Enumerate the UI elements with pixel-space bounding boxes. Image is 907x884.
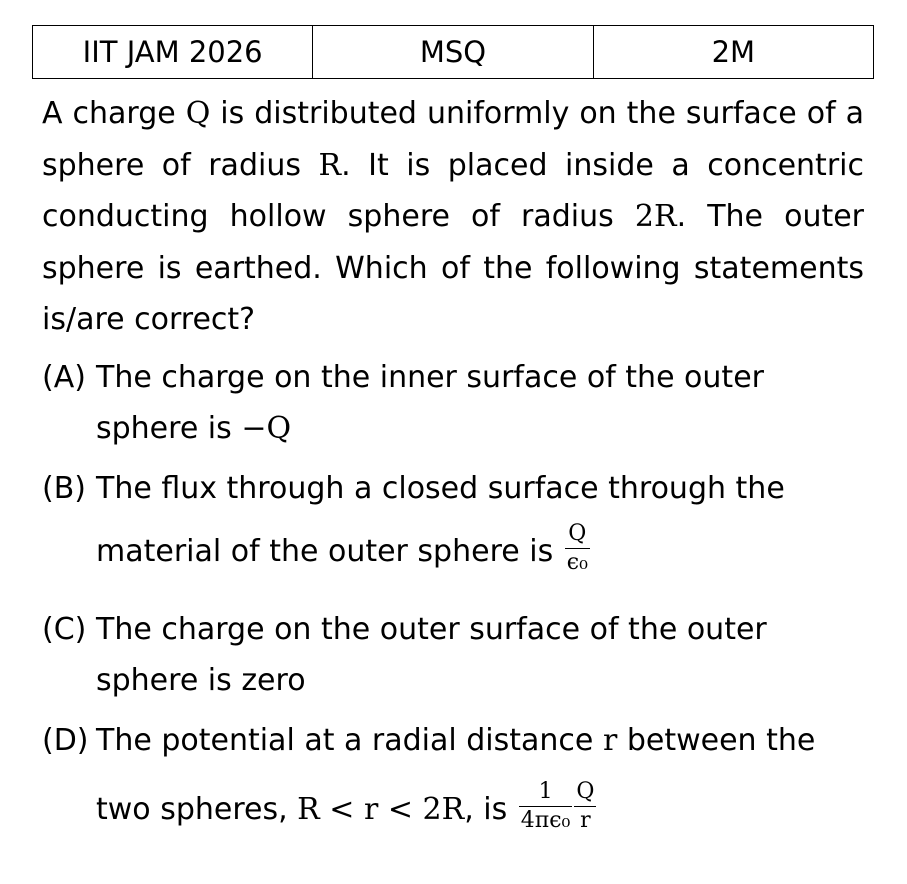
option-b-line1: The flux through a closed surface through the	[96, 471, 785, 506]
option-c-line1: The charge on the outer surface of the outer	[96, 612, 767, 647]
stem-text-1: A charge	[42, 96, 186, 131]
marks-cell: 2M	[593, 26, 873, 79]
option-d-frac1-numerator: 1	[519, 779, 573, 807]
option-a-line1: The charge on the inner surface of the outer	[96, 360, 764, 395]
question-stem	[42, 88, 864, 346]
option-b-frac-denominator: ϵ₀	[566, 550, 588, 575]
option-b	[42, 463, 864, 598]
stem-math-R: R	[318, 147, 342, 183]
option-d-line2-text-a: two spheres,	[96, 792, 298, 827]
option-b-label: (B)	[42, 471, 86, 506]
option-a-label: (A)	[42, 360, 86, 395]
option-b-frac-numerator: Q	[565, 521, 590, 549]
option-d-frac1-denominator: 4πϵ₀	[520, 808, 571, 833]
option-a	[42, 352, 864, 457]
option-c	[42, 604, 864, 709]
exam-name-cell: IIT JAM 2026	[33, 26, 313, 79]
header-row	[33, 26, 874, 79]
option-d-frac2-numerator: Q	[574, 779, 596, 807]
option-c-line2: sphere is zero	[96, 663, 306, 698]
option-d-fraction-1	[519, 779, 573, 834]
option-d	[42, 715, 864, 865]
stem-text-3: . It is placed inside a concentric conducting hollow sphere of radius	[42, 147, 864, 234]
option-b-line2-text: material of the outer sphere is	[96, 534, 563, 569]
option-d-line1-text-b: between the	[617, 723, 816, 758]
option-d-label: (D)	[42, 723, 89, 758]
header-table	[32, 25, 874, 79]
option-d-line1	[96, 715, 815, 766]
option-d-math-r: r	[602, 723, 618, 758]
option-d-frac2-denominator: r	[580, 808, 591, 833]
stem-text-4: . The outer sphere is earthed. Which of the following statements is/are correct?	[42, 199, 865, 337]
option-b-line2	[96, 521, 590, 580]
option-c-label: (C)	[42, 612, 87, 647]
option-a-math: −Q	[241, 411, 292, 446]
option-a-line2-text: sphere is	[96, 411, 242, 446]
option-d-line2	[96, 779, 596, 838]
option-d-line1-text-a: The potential at a radial distance	[96, 723, 603, 758]
option-d-line2-text-b: , is	[464, 792, 517, 827]
stem-math-2R: 2R	[634, 199, 677, 234]
option-b-fraction	[565, 521, 590, 576]
question-type-cell: MSQ	[313, 26, 593, 79]
option-d-inequality: R < r < 2R	[297, 792, 465, 827]
stem-text-2: is distributed uniformly on the surface of a sphere of radius	[42, 96, 865, 183]
option-a-line2	[96, 403, 291, 454]
option-d-fraction-2	[574, 779, 596, 834]
stem-math-Q: Q	[185, 96, 211, 131]
